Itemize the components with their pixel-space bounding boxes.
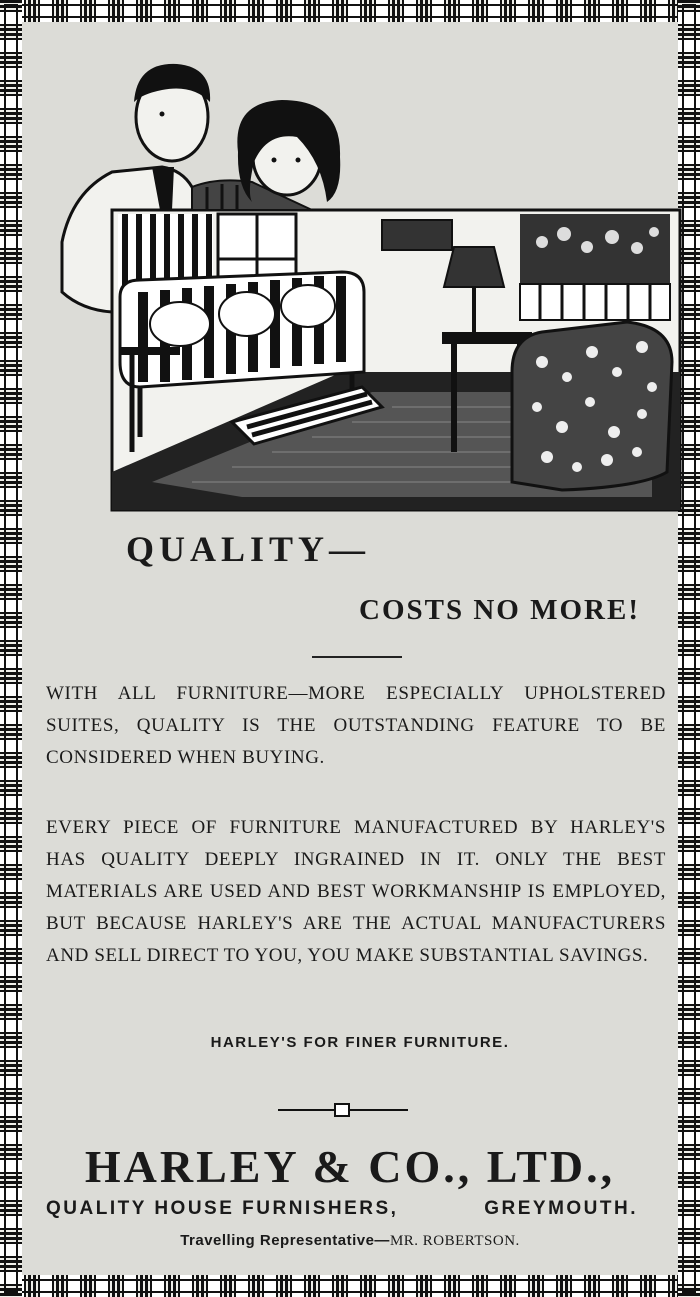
- rep-name: MR. ROBERTSON.: [389, 1233, 520, 1249]
- ornamental-border-top: [0, 0, 700, 22]
- trade-line: [46, 1198, 638, 1220]
- advertisement: [22, 22, 678, 1275]
- tagline: HARLEY'S FOR FINER FURNITURE.: [210, 1034, 510, 1051]
- body-paragraph-2: EVERY PIECE OF FURNITURE MANUFACTURED BY HARLEY'S HAS QUALITY DEEPLY INGRAINED IN IT. ONLY THE BEST MATERIALS ARE USED AND BEST WORKMANSHIP IS EMPLOYED, BUT BECAUSE HARLEY'S ARE THE ACTUAL MANUFACTURERS AND SELL DIRECT TO YOU, YOU MAKE SUBSTANTIAL SAVINGS.: [46, 817, 666, 966]
- subheadline: COSTS NO MORE!: [359, 594, 640, 626]
- town-name: GREYMOUTH.: [484, 1198, 638, 1219]
- body-paragraph-1: WITH ALL FURNITURE—MORE ESPECIALLY UPHOLSTERED SUITES, QUALITY IS THE OUTSTANDING FEATURE TO BE CONSIDERED WHEN BUYING.: [46, 683, 666, 768]
- rep-label: Travelling Representative—: [180, 1232, 390, 1249]
- living-room-illustration: [42, 42, 682, 512]
- company-name: HARLEY & CO., LTD.,: [84, 1141, 616, 1192]
- ornament-divider: [278, 1102, 408, 1118]
- ornamental-border-bottom: [0, 1275, 700, 1297]
- travelling-representative: [22, 1232, 678, 1250]
- headline: QUALITY—: [126, 529, 371, 569]
- ornamental-border-left: [0, 0, 22, 1297]
- trade-description: QUALITY HOUSE FURNISHERS,: [46, 1198, 399, 1219]
- divider-rule: [312, 656, 402, 658]
